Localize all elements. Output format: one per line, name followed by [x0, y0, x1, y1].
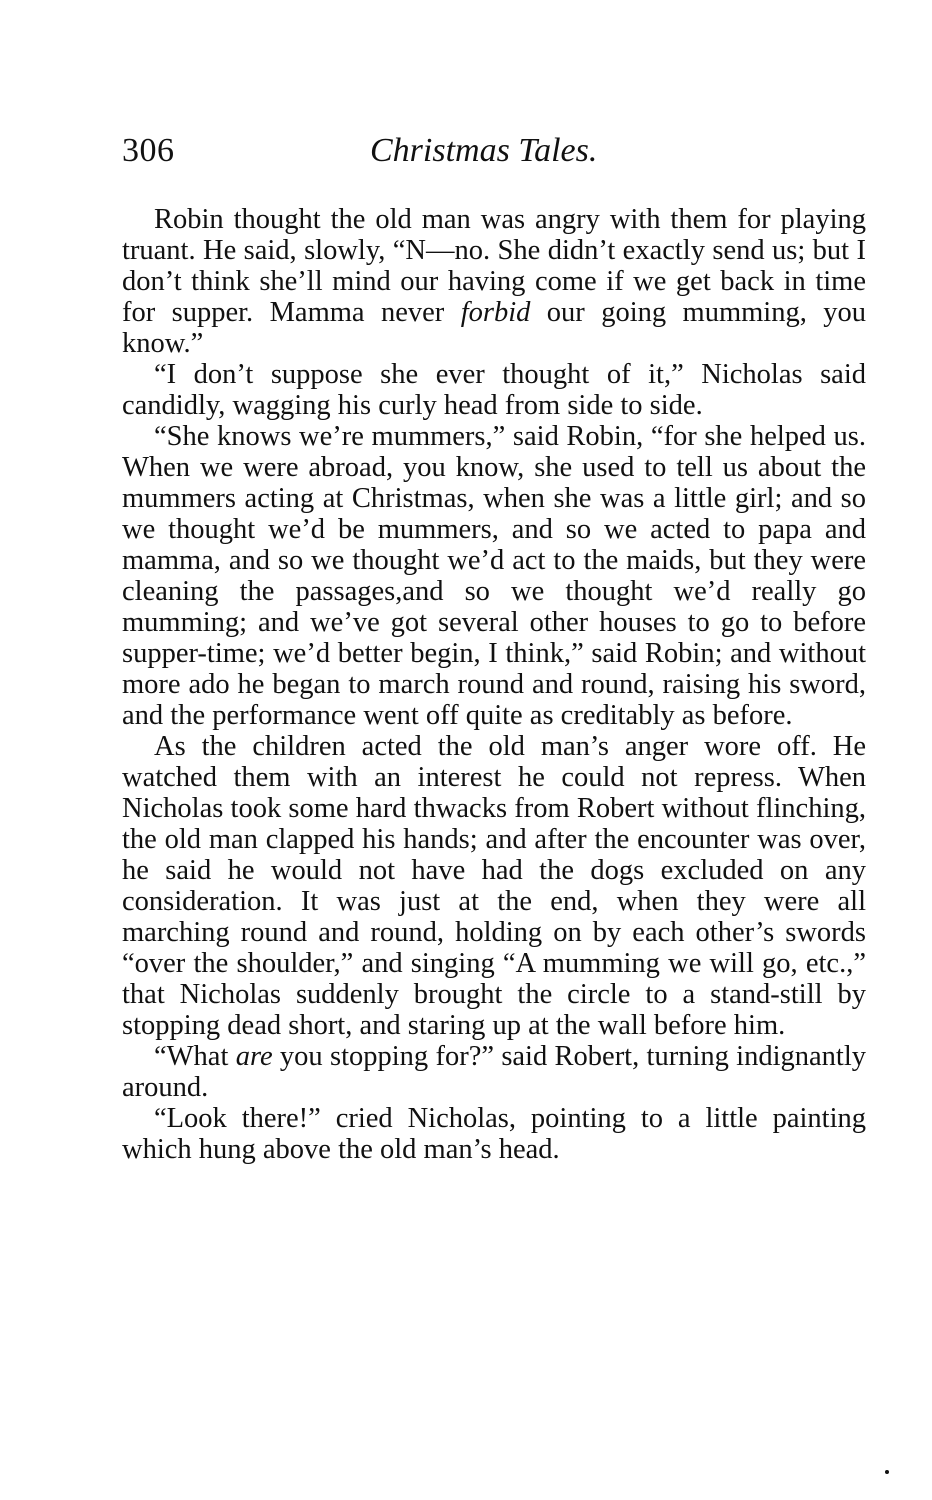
paragraph-2-text: “I don’t suppose she ever thought of it,” Nicholas said candidly, wagging his curly head from side to side.: [122, 359, 866, 421]
paragraph-6: [122, 1103, 866, 1165]
paragraph-3-text: “She knows we’re mummers,” said Robin, “for she helped us. When we were abroad, you know, she used to tell us about the mummers acting at Christmas, when she was a little girl; and so we thought we’d be mummers, and so we acted to papa and mamma, and so we thought we’d act to the maids, but they were cleaning the passages,and so we thought we’d really go mumming; and we’ve got several other houses to go to before supper-time; we’d better begin, I think,” said Robin; and without more ado he began to march round and round, raising his sword, and the performance went off quite as creditably as before.: [122, 421, 866, 731]
ink-speck: [885, 1470, 889, 1474]
paragraph-1-text-end: our going mumming, you know.”: [122, 297, 866, 359]
paragraph-5-emphasis: are: [235, 1041, 273, 1072]
paragraph-2: [122, 359, 866, 421]
body-text: [122, 204, 866, 1165]
page-number: 306: [122, 132, 175, 169]
paragraph-5-text: “What: [154, 1041, 236, 1072]
paragraph-5: [122, 1041, 866, 1103]
paragraph-1-text: Robin thought the old man was angry with them for playing truant. He said, slowly, “N—no. She didn’t exactly send us; but I don’t think she’ll mind our having come if we get back in time for supper. Mamma never: [122, 204, 866, 328]
paragraph-3: [122, 421, 866, 731]
book-page: [122, 132, 866, 1165]
paragraph-5-text-end: you stopping for?” said Robert, turning indignantly around.: [122, 1041, 866, 1103]
paragraph-1: [122, 204, 866, 359]
paragraph-1-emphasis: forbid: [460, 297, 531, 328]
book-title: Christmas Tales.: [370, 132, 598, 169]
paragraph-4: [122, 731, 866, 1041]
running-head: [122, 132, 866, 178]
paragraph-4-text: As the children acted the old man’s anger wore off. He watched them with an interest he could not repress. When Nicholas took some hard thwacks from Robert without flinching, the old man clapped his hands; and after the encounter was over, he said he would not have had the dogs excluded on any consideration. It was just at the end, when they were all marching round and round, holding on by each other’s swords “over the shoulder,” and singing “A mumming we will go, etc.,” that Nicholas suddenly brought the circle to a stand-still by stopping dead short, and staring up at the wall before him.: [122, 731, 866, 1041]
paragraph-6-text: “Look there!” cried Nicholas, pointing to a little painting which hung above the old man’s head.: [122, 1103, 866, 1165]
